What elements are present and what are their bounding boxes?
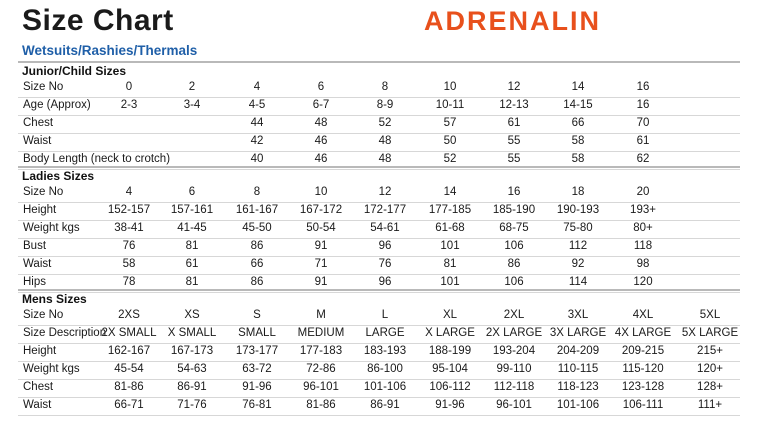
section-title: Junior/Child Sizes xyxy=(22,64,127,78)
table-cell: 112-118 xyxy=(493,381,535,393)
table-cell: 58 xyxy=(122,258,136,270)
row-label: Weight kgs xyxy=(23,222,80,234)
table-cell: 66 xyxy=(571,117,585,129)
table-cell: 96 xyxy=(378,240,392,252)
table-cell: 81-86 xyxy=(114,381,144,393)
table-cell: 14 xyxy=(571,81,585,93)
table-cell: 106-111 xyxy=(622,399,664,411)
table-cell: 81 xyxy=(185,276,199,288)
table-cell: 12-13 xyxy=(499,99,529,111)
table-cell: 81 xyxy=(185,240,199,252)
table-cell: 157-161 xyxy=(170,204,214,216)
section-rule xyxy=(18,61,740,63)
table-cell: 172-177 xyxy=(363,204,407,216)
row-label: Waist xyxy=(23,258,52,270)
table-cell: 71 xyxy=(314,258,328,270)
table-cell: 4XL xyxy=(632,309,654,321)
table-cell: 14-15 xyxy=(563,99,593,111)
table-cell: 91-96 xyxy=(242,381,272,393)
table-cell: 78 xyxy=(122,276,136,288)
table-cell: 66 xyxy=(250,258,264,270)
section-rule xyxy=(18,166,740,168)
table-row xyxy=(18,361,740,380)
table-cell: 54-63 xyxy=(177,363,207,375)
table-cell: 96 xyxy=(378,276,392,288)
table-cell: 86-91 xyxy=(177,381,207,393)
table-cell: 10 xyxy=(443,81,457,93)
table-cell: XL xyxy=(442,309,458,321)
table-cell: 110-115 xyxy=(557,363,599,375)
table-cell: 215+ xyxy=(697,345,723,357)
table-cell: 76-81 xyxy=(242,399,272,411)
table-cell: 16 xyxy=(636,99,650,111)
table-cell: 188-199 xyxy=(428,345,472,357)
table-cell: 185-190 xyxy=(492,204,536,216)
table-cell: 20 xyxy=(636,186,650,198)
table-cell: 193-204 xyxy=(492,345,536,357)
table-cell: 86-91 xyxy=(370,399,400,411)
table-cell: 209-215 xyxy=(621,345,665,357)
table-cell: 91-96 xyxy=(435,399,465,411)
table-cell: 55 xyxy=(507,153,521,165)
table-row xyxy=(18,220,740,239)
table-cell: 177-183 xyxy=(299,345,343,357)
table-cell: X LARGE xyxy=(425,327,475,339)
table-cell: 8-9 xyxy=(376,99,394,111)
table-cell: 106 xyxy=(504,276,524,288)
table-cell: 46 xyxy=(314,135,328,147)
table-cell: 81 xyxy=(443,258,457,270)
table-cell: 3XL xyxy=(567,309,589,321)
table-cell: 48 xyxy=(314,117,328,129)
row-label: Body Length (neck to crotch) xyxy=(23,153,171,165)
table-row xyxy=(18,133,740,152)
table-cell: 101-106 xyxy=(556,399,600,411)
table-cell: 44 xyxy=(250,117,264,129)
table-cell: 5X LARGE xyxy=(681,327,739,339)
table-cell: 173-177 xyxy=(235,345,279,357)
table-cell: 42 xyxy=(250,135,264,147)
table-cell: 45-50 xyxy=(242,222,272,234)
table-cell: 14 xyxy=(443,186,457,198)
table-cell: 6 xyxy=(317,81,325,93)
row-label: Age (Approx) xyxy=(23,99,91,111)
table-cell: 91 xyxy=(314,240,328,252)
table-cell: 96-101 xyxy=(303,381,339,393)
table-cell: 204-209 xyxy=(556,345,600,357)
table-cell: 2X SMALL xyxy=(101,327,157,339)
section-title: Mens Sizes xyxy=(22,292,87,306)
table-cell: 4 xyxy=(253,81,261,93)
table-cell: 52 xyxy=(378,117,392,129)
row-label: Hips xyxy=(23,276,47,288)
row-label: Height xyxy=(23,204,57,216)
table-cell: 46 xyxy=(314,153,328,165)
table-row xyxy=(18,379,740,398)
table-cell: 101 xyxy=(440,240,460,252)
table-cell: 118-123 xyxy=(557,381,599,393)
table-cell: 71-76 xyxy=(177,399,207,411)
table-cell: 193+ xyxy=(630,204,656,216)
table-cell: 106-112 xyxy=(429,381,471,393)
table-cell: 61-68 xyxy=(435,222,465,234)
table-row xyxy=(18,202,740,221)
table-cell: 6-7 xyxy=(312,99,330,111)
table-cell: 4-5 xyxy=(248,99,266,111)
table-cell: 112 xyxy=(568,240,588,252)
table-cell: 2XL xyxy=(503,309,525,321)
row-label: Height xyxy=(23,345,57,357)
table-cell: 101-106 xyxy=(363,381,407,393)
table-cell: 128+ xyxy=(697,381,723,393)
table-row xyxy=(18,79,740,98)
table-cell: XS xyxy=(184,309,200,321)
table-cell: 120+ xyxy=(697,363,723,375)
table-cell: 167-173 xyxy=(170,345,214,357)
table-cell: 177-185 xyxy=(428,204,472,216)
table-cell: 55 xyxy=(507,135,521,147)
table-cell: 76 xyxy=(122,240,136,252)
row-label: Size No xyxy=(23,309,64,321)
table-cell: 57 xyxy=(443,117,457,129)
row-label: Weight kgs xyxy=(23,363,80,375)
row-label: Size Description xyxy=(23,327,107,339)
table-row xyxy=(18,115,740,134)
table-cell: 123-128 xyxy=(621,381,665,393)
table-cell: 92 xyxy=(571,258,585,270)
table-cell: 61 xyxy=(636,135,650,147)
table-cell: 8 xyxy=(253,186,261,198)
table-cell: 72-86 xyxy=(306,363,336,375)
table-cell: 10 xyxy=(314,186,328,198)
table-cell: 8 xyxy=(381,81,389,93)
table-cell: 86 xyxy=(250,276,264,288)
table-cell: 10-11 xyxy=(435,99,465,111)
section-title: Ladies Sizes xyxy=(22,169,95,183)
table-cell: 48 xyxy=(378,135,392,147)
table-cell: 4 xyxy=(125,186,133,198)
table-cell: 86-100 xyxy=(367,363,403,375)
table-cell: 48 xyxy=(378,153,392,165)
table-cell: 111+ xyxy=(697,399,723,411)
table-cell: 120 xyxy=(633,276,653,288)
table-cell: 3-4 xyxy=(183,99,201,111)
table-cell: 162-167 xyxy=(107,345,151,357)
table-cell: 5XL xyxy=(699,309,721,321)
table-cell: 190-193 xyxy=(556,204,600,216)
row-label: Size No xyxy=(23,81,64,93)
table-cell: 40 xyxy=(250,153,264,165)
table-row xyxy=(18,184,740,203)
table-row xyxy=(18,238,740,257)
page-title: Size Chart xyxy=(22,4,174,37)
subtitle: Wetsuits/Rashies/Thermals xyxy=(22,43,198,58)
row-label: Chest xyxy=(23,117,54,129)
table-cell: 12 xyxy=(378,186,392,198)
row-label: Waist xyxy=(23,135,52,147)
table-cell: 98 xyxy=(636,258,650,270)
table-cell: 50 xyxy=(443,135,457,147)
table-cell: 38-41 xyxy=(114,222,144,234)
table-cell: LARGE xyxy=(365,327,405,339)
table-row xyxy=(18,397,740,416)
table-cell: 86 xyxy=(250,240,264,252)
table-cell: 16 xyxy=(636,81,650,93)
table-cell: 62 xyxy=(636,153,650,165)
section-rule xyxy=(18,289,740,291)
table-cell: L xyxy=(381,309,389,321)
table-cell: 161-167 xyxy=(235,204,279,216)
table-row xyxy=(18,343,740,362)
brand-logo: ADRENALIN xyxy=(424,6,601,36)
table-cell: 115-120 xyxy=(622,363,664,375)
table-cell: 96-101 xyxy=(496,399,532,411)
table-cell: 58 xyxy=(571,153,585,165)
table-cell: 80+ xyxy=(633,222,653,234)
table-cell: 54-61 xyxy=(370,222,400,234)
table-cell: 68-75 xyxy=(499,222,529,234)
table-cell: 6 xyxy=(188,186,196,198)
table-cell: 0 xyxy=(125,81,133,93)
table-cell: SMALL xyxy=(238,327,276,339)
table-cell: 183-193 xyxy=(363,345,407,357)
table-cell: 86 xyxy=(507,258,521,270)
table-cell: 41-45 xyxy=(177,222,207,234)
table-cell: 4X LARGE xyxy=(614,327,672,339)
table-cell: 106 xyxy=(504,240,524,252)
table-cell: MEDIUM xyxy=(297,327,345,339)
table-cell: S xyxy=(253,309,261,321)
table-cell: 50-54 xyxy=(306,222,336,234)
table-cell: 75-80 xyxy=(563,222,593,234)
table-cell: 114 xyxy=(568,276,588,288)
table-cell: 45-54 xyxy=(114,363,144,375)
table-cell: 66-71 xyxy=(114,399,144,411)
row-label: Size No xyxy=(23,186,64,198)
table-row xyxy=(18,256,740,275)
table-cell: 76 xyxy=(378,258,392,270)
table-cell: 52 xyxy=(443,153,457,165)
table-cell: 61 xyxy=(185,258,199,270)
table-cell: 95-104 xyxy=(432,363,468,375)
table-cell: 2X LARGE xyxy=(485,327,543,339)
table-cell: 91 xyxy=(314,276,328,288)
table-cell: 2 xyxy=(188,81,196,93)
table-row xyxy=(18,307,740,326)
table-cell: 12 xyxy=(507,81,521,93)
table-cell: 118 xyxy=(633,240,653,252)
table-cell: 61 xyxy=(507,117,521,129)
table-cell: 81-86 xyxy=(306,399,336,411)
table-row xyxy=(18,325,740,344)
row-label: Chest xyxy=(23,381,54,393)
table-cell: M xyxy=(316,309,326,321)
table-cell: 152-157 xyxy=(107,204,151,216)
table-cell: 70 xyxy=(636,117,650,129)
table-row xyxy=(18,97,740,116)
table-cell: 99-110 xyxy=(496,363,532,375)
table-cell: 18 xyxy=(571,186,585,198)
table-cell: 58 xyxy=(571,135,585,147)
table-cell: 3X LARGE xyxy=(549,327,607,339)
row-label: Waist xyxy=(23,399,52,411)
table-cell: 2-3 xyxy=(120,99,138,111)
table-cell: 2XS xyxy=(118,309,140,321)
table-cell: 16 xyxy=(507,186,521,198)
table-cell: X SMALL xyxy=(167,327,217,339)
table-cell: 101 xyxy=(440,276,460,288)
table-cell: 63-72 xyxy=(242,363,272,375)
row-label: Bust xyxy=(23,240,47,252)
table-cell: 167-172 xyxy=(299,204,343,216)
